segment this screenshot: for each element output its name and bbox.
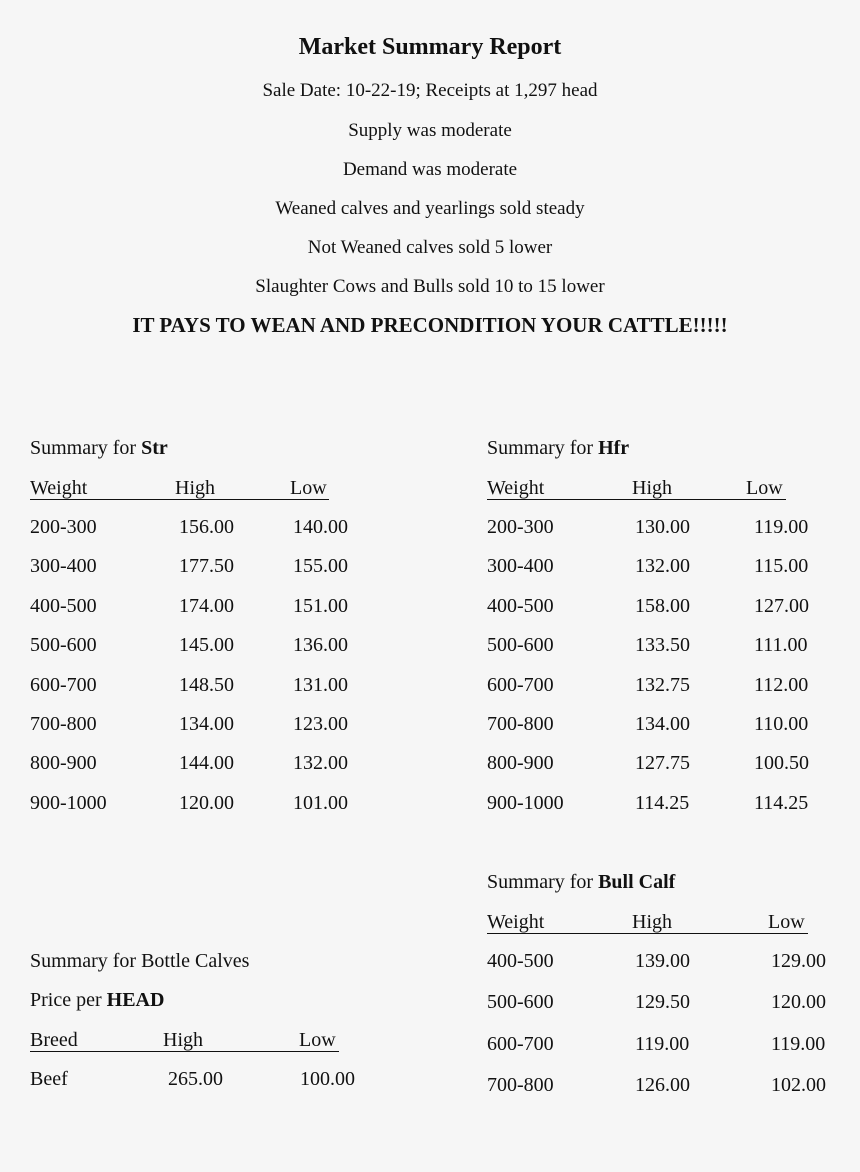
hfr-table-title: Summary for Hfr: [487, 437, 630, 459]
bull-calf-cell: 129.50: [635, 991, 690, 1014]
str-col-high: High: [175, 477, 215, 499]
bull-calf-col-low: Low: [768, 911, 805, 933]
str-cell: 123.00: [293, 713, 348, 735]
bottle-col-breed: Breed: [30, 1029, 78, 1051]
hfr-cell: 127.00: [754, 594, 809, 617]
str-cell: 300-400: [30, 555, 97, 578]
str-cell: 177.50: [179, 555, 234, 578]
hfr-cell: 900-1000: [487, 791, 564, 814]
hfr-header-rule: [487, 499, 786, 500]
slogan: IT PAYS TO WEAN AND PRECONDITION YOUR CATTLE!!!!!: [132, 313, 728, 337]
bottle-cell: 265.00: [168, 1068, 223, 1090]
report-title: Market Summary Report: [298, 34, 562, 60]
hfr-cell: 600-700: [487, 673, 554, 696]
bull-calf-table-title: Summary for Bull Calf: [487, 871, 676, 893]
hfr-cell: 119.00: [754, 516, 809, 538]
bull-calf-cell: 400-500: [487, 950, 554, 972]
str-cell: 500-600: [30, 634, 97, 657]
str-cell: 101.00: [293, 791, 348, 814]
sale-date-line: Sale Date: 10-22-19; Receipts at 1,297 head: [262, 80, 598, 101]
hfr-cell: 400-500: [487, 594, 554, 617]
bottle-col-high: High: [163, 1029, 203, 1051]
str-cell: 800-900: [30, 752, 97, 775]
hfr-cell: 132.75: [635, 673, 690, 696]
bull-calf-cell: 139.00: [635, 950, 690, 972]
str-cell: 600-700: [30, 673, 97, 696]
hfr-cell: 100.50: [754, 752, 809, 775]
hfr-cell: 500-600: [487, 634, 554, 657]
bull-calf-cell: 120.00: [771, 991, 826, 1014]
hfr-cell: 800-900: [487, 752, 554, 775]
bottle-header-rule: [30, 1051, 339, 1052]
str-cell: 200-300: [30, 516, 97, 538]
str-header-rule: [30, 499, 329, 500]
bull-calf-cell: 126.00: [635, 1073, 690, 1096]
bull-calf-cell: 119.00: [771, 1032, 826, 1055]
bull-calf-cell: 700-800: [487, 1073, 554, 1096]
hfr-cell: 114.25: [635, 791, 690, 814]
str-col-weight: Weight: [30, 477, 88, 499]
bull-calf-cell: 129.00: [771, 950, 826, 972]
str-cell: 120.00: [179, 791, 234, 814]
hfr-col-low: Low: [746, 477, 783, 499]
demand-line: Demand was moderate: [342, 159, 518, 180]
str-cell: 132.00: [293, 752, 348, 775]
bottle-cell: Beef: [30, 1068, 68, 1090]
hfr-cell: 133.50: [635, 634, 690, 657]
not-weaned-line: Not Weaned calves sold 5 lower: [307, 237, 553, 258]
hfr-cell: 130.00: [635, 516, 690, 538]
str-col-low: Low: [290, 477, 327, 499]
hfr-cell: 700-800: [487, 713, 554, 735]
bottle-cell: 100.00: [300, 1068, 355, 1090]
bull-calf-col-weight: Weight: [487, 911, 545, 933]
hfr-cell: 115.00: [754, 555, 809, 578]
hfr-col-high: High: [632, 477, 672, 499]
str-cell: 155.00: [293, 555, 348, 578]
hfr-col-weight: Weight: [487, 477, 545, 499]
bull-calf-cell: 102.00: [771, 1073, 826, 1096]
bull-calf-header-rule: [487, 933, 808, 934]
slaughter-line: Slaughter Cows and Bulls sold 10 to 15 lower: [255, 276, 605, 297]
bull-calf-cell: 600-700: [487, 1032, 554, 1055]
hfr-cell: 127.75: [635, 752, 690, 775]
str-cell: 134.00: [179, 713, 234, 735]
bull-calf-cell: 119.00: [635, 1032, 690, 1055]
str-cell: 156.00: [179, 516, 234, 538]
str-cell: 900-1000: [30, 791, 107, 814]
str-cell: 140.00: [293, 516, 348, 538]
str-cell: 151.00: [293, 594, 348, 617]
hfr-cell: 158.00: [635, 594, 690, 617]
hfr-cell: 132.00: [635, 555, 690, 578]
str-cell: 400-500: [30, 594, 97, 617]
hfr-cell: 114.25: [754, 791, 809, 814]
str-cell: 148.50: [179, 673, 234, 696]
supply-line: Supply was moderate: [348, 120, 512, 141]
weaned-line: Weaned calves and yearlings sold steady: [275, 198, 585, 219]
str-table-title: Summary for Str: [30, 437, 168, 459]
hfr-cell: 111.00: [754, 634, 808, 657]
bottle-col-low: Low: [299, 1029, 336, 1051]
str-cell: 145.00: [179, 634, 234, 657]
hfr-cell: 110.00: [754, 713, 809, 735]
hfr-cell: 300-400: [487, 555, 554, 578]
bull-calf-cell: 500-600: [487, 991, 554, 1014]
str-cell: 174.00: [179, 594, 234, 617]
str-cell: 131.00: [293, 673, 348, 696]
str-cell: 136.00: [293, 634, 348, 657]
bottle-price-line: Price per HEAD: [30, 989, 165, 1011]
bottle-table-title: Summary for Bottle Calves: [30, 950, 250, 972]
str-cell: 144.00: [179, 752, 234, 775]
hfr-cell: 134.00: [635, 713, 690, 735]
hfr-cell: 200-300: [487, 516, 554, 538]
bull-calf-col-high: High: [632, 911, 672, 933]
str-cell: 700-800: [30, 713, 97, 735]
hfr-cell: 112.00: [754, 673, 809, 696]
